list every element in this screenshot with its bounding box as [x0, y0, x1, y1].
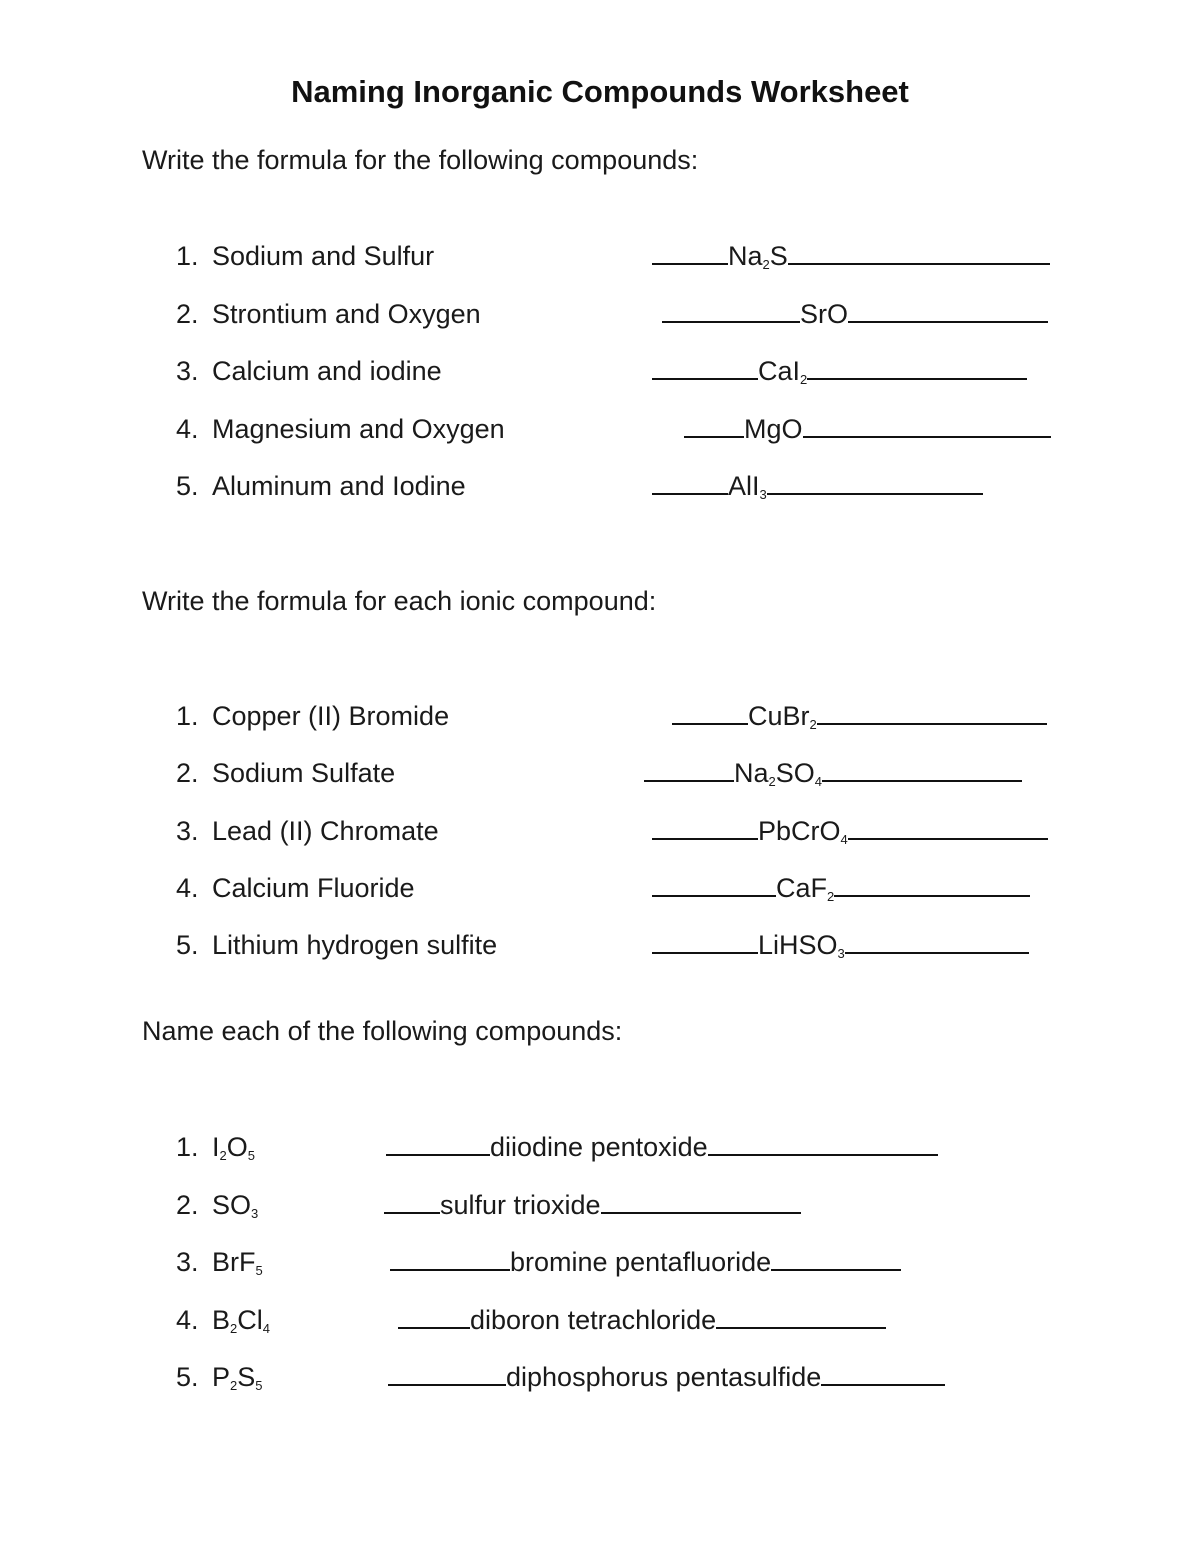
s1-answer-4[interactable]	[684, 414, 1051, 445]
s3-item-1	[176, 1132, 255, 1163]
s1-item-3	[176, 356, 442, 387]
item-number: 3.	[176, 356, 199, 386]
item-text: Calcium and iodine	[212, 356, 442, 386]
s3-answer-3[interactable]	[390, 1247, 901, 1278]
answer-text: SrO	[800, 299, 849, 329]
answer-text: bromine pentafluoride	[510, 1247, 772, 1277]
answer-text: LiHSO$_3$	[758, 930, 845, 961]
s2-answer-5[interactable]	[652, 930, 1029, 961]
s1-item-1	[176, 241, 434, 272]
s1-answer-5[interactable]	[652, 471, 983, 502]
item-text: $B_2Cl_4$	[212, 1305, 270, 1336]
item-number: 4.	[176, 1305, 199, 1335]
s2-item-2	[176, 758, 395, 789]
item-number: 5.	[176, 1362, 199, 1392]
s3-item-4	[176, 1305, 270, 1336]
s2-item-1	[176, 701, 449, 732]
item-text: Sodium and Sulfur	[212, 241, 435, 271]
item-text: $SO_3$	[212, 1190, 259, 1221]
item-text: BrF$_5$	[212, 1247, 263, 1278]
s1-answer-2[interactable]	[662, 299, 1048, 330]
item-text: Lithium hydrogen sulfite	[212, 930, 498, 960]
item-text: Strontium and Oxygen	[212, 299, 481, 329]
answer-text: $Na_2S$	[728, 241, 788, 272]
s3-answer-1[interactable]	[386, 1132, 938, 1163]
s2-answer-1[interactable]	[672, 701, 1047, 732]
answer-text: sulfur trioxide	[440, 1190, 601, 1220]
item-text: Copper (II) Bromide	[212, 701, 450, 731]
section-2-heading: Write the formula for each ionic compound:	[142, 586, 657, 616]
section-1-heading: Write the formula for the following compounds:	[142, 145, 699, 175]
item-number: 3.	[176, 816, 199, 846]
item-text: $P_2S_5$	[212, 1362, 263, 1393]
answer-text: CuBr$_2$	[748, 701, 817, 732]
item-number: 1.	[176, 241, 199, 271]
worksheet-title: Naming Inorganic Compounds Worksheet	[291, 74, 909, 109]
s3-item-5	[176, 1362, 263, 1393]
s2-answer-2[interactable]	[644, 758, 1022, 789]
item-text: Sodium Sulfate	[212, 758, 396, 788]
section-3-heading: Name each of the following compounds:	[142, 1016, 623, 1046]
s2-item-5	[176, 930, 497, 961]
answer-text: diboron tetrachloride	[470, 1305, 717, 1335]
s2-item-3	[176, 816, 439, 847]
item-number: 1.	[176, 701, 199, 731]
answer-text: MgO	[744, 414, 803, 444]
s2-answer-3[interactable]	[652, 816, 1048, 847]
answer-text: CaI$_2$	[758, 356, 808, 387]
item-number: 4.	[176, 414, 199, 444]
s3-answer-5[interactable]	[388, 1362, 945, 1393]
answer-text: CaF$_2$	[776, 873, 835, 904]
s3-answer-2[interactable]	[384, 1190, 801, 1221]
item-number: 2.	[176, 1190, 199, 1220]
answer-text: AlI$_3$	[728, 471, 767, 502]
item-text: Lead (II) Chromate	[212, 816, 439, 846]
s1-answer-3[interactable]	[652, 356, 1027, 387]
s3-item-2	[176, 1190, 258, 1221]
item-text: Aluminum and Iodine	[212, 471, 466, 501]
s3-answer-4[interactable]	[398, 1305, 886, 1336]
item-text: $I_2O_5$	[212, 1132, 255, 1163]
s1-answer-1[interactable]	[652, 241, 1050, 272]
s2-answer-4[interactable]	[652, 873, 1030, 904]
item-number: 4.	[176, 873, 199, 903]
s1-item-4	[176, 414, 505, 445]
answer-text: $Na_2SO_4$	[734, 758, 822, 789]
s1-item-5	[176, 471, 466, 502]
s1-item-2	[176, 299, 481, 330]
item-number: 2.	[176, 758, 199, 788]
item-number: 2.	[176, 299, 199, 329]
s3-item-3	[176, 1247, 263, 1278]
item-number: 3.	[176, 1247, 199, 1277]
answer-text: PbCrO$_4$	[758, 816, 848, 847]
s2-item-4	[176, 873, 415, 904]
answer-text: diphosphorus pentasulfide	[506, 1362, 822, 1392]
item-number: 5.	[176, 471, 199, 501]
answer-text: diiodine pentoxide	[490, 1132, 708, 1162]
item-number: 1.	[176, 1132, 199, 1162]
item-text: Calcium Fluoride	[212, 873, 415, 903]
item-text: Magnesium and Oxygen	[212, 414, 505, 444]
item-number: 5.	[176, 930, 199, 960]
